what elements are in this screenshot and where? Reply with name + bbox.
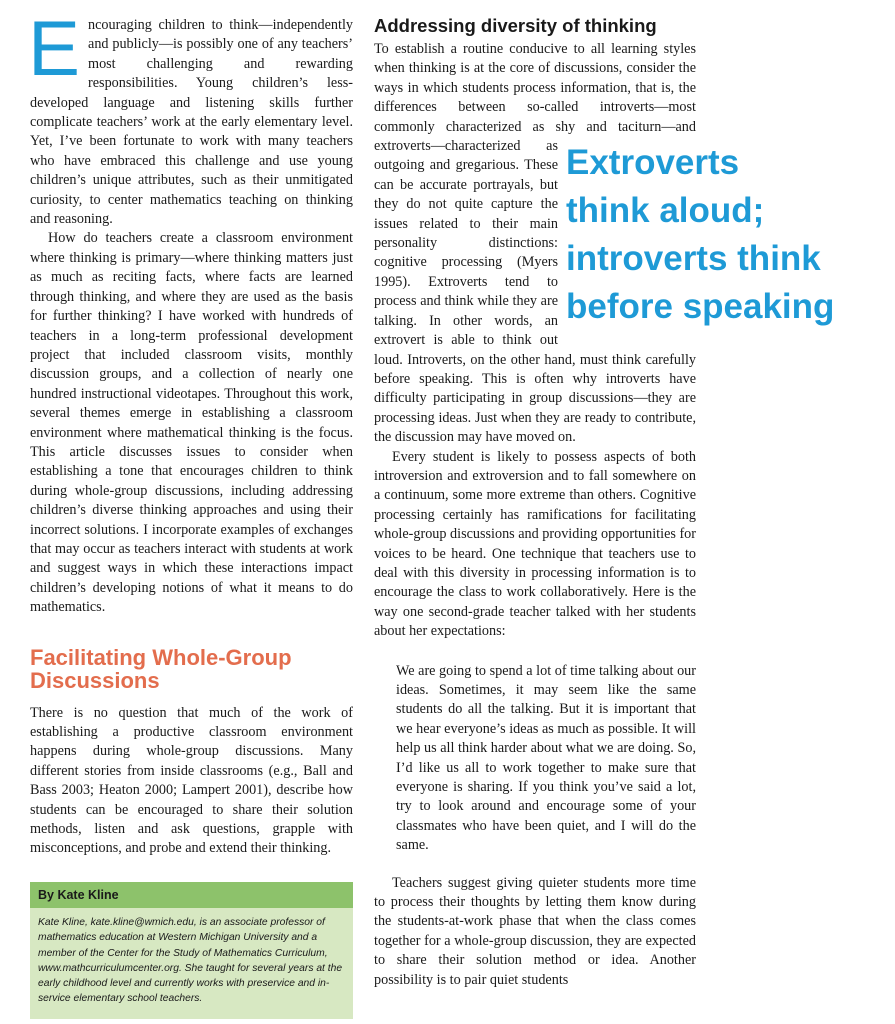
pull-quote-line: introverts think <box>566 239 821 279</box>
after-quote-paragraph: Teachers suggest giving quieter students more time to process their thoughts by letting them know during the students-at-work phase that when the class comes together for a whole-group discussion, they are expected to share their solution method or idea. Another possibility is to pair quiet students <box>374 874 696 988</box>
teacher-quote-text: We are going to spend a lot of time talking about our ideas. Sometimes, it may seem like the same students do all the talking. But it is important that we hear everyone’s ideas as much as possible. It will help us all think harder about what we are doing. So, I’d like us all to work together to make sure that everyone is sharing. If you think you’ve said a lot, try to look around and encourage some of your classmates who have been quiet, and I will do the same. <box>396 662 696 854</box>
pull-quote-line: think aloud; <box>566 191 765 231</box>
diversity-paragraph-2: Every student is likely to possess aspects of both introversion and extroversion and to fall somewhere on a continuum, some more extreme than others. Cognitive processing certainly has ramifications for facilitating whole-group discussions and providing opportunities for voices to be heard. One technique that teachers use to deal with this diversity in processing information is to encourage the class to work collaboratively. Here is the way one second-grade teacher talked with her students about her expectations: <box>374 448 696 640</box>
section-paragraph: There is no question that much of the work of establishing a productive classroom environment happens during whole-group discussions. Many different stories from inside classrooms (e.g., Ball and Bass 2003; Heaton 2000; Lampert 2001), describe how students can be encouraged to share their solution methods, listen and ask questions, grapple with misconceptions, and probe and extend their thinking. <box>30 704 353 857</box>
diversity-text-1: characterized as outgoing and gregarious. These can be accurate portrayals, but they do not quite capture the issues related to their main personality distinctions: cognitive processing (Myers 1995). Extroverts tend to process and think while they are talking. In other words, an extrovert is able to think out loud. Introverts, on the other hand, must think carefully before speaking. This is often why introverts have difficulty participating in group discussions—they are processing ideas. Just when they are ready to contribute, the discussion may have moved on. <box>374 138 696 446</box>
pull-quote-line: Extroverts <box>566 143 740 183</box>
diversity-text-1a: To establish a routine conducive to all learning styles when thinking is at the core of discussions, consider the ways in which students process information, that is, the differences between so-called introverts—most commonly characterized as shy and taciturn—and extroverts— <box>374 41 696 155</box>
subsection-heading: Addressing diversity of thinking <box>374 15 657 36</box>
section-heading: Facilitating Whole-Group Discussions <box>30 644 292 693</box>
author-bio: Kate Kline, kate.kline@wmich.edu, is an associate professor of mathematics education at Western Michigan University and a member of the Center for the Study of Mathematics Curriculum, www.mathcurriculumcenter.org. She taught for several years at the early childhood level and currently works with preservice and in-service elementary school teachers. <box>38 917 343 1005</box>
right-column <box>374 15 835 990</box>
teacher-quote <box>396 662 696 856</box>
paragraph-2: How do teachers create a classroom environment where thinking is primary—where thinking matters just as much as reciting facts, where facts are learned through thinking, and where they are used as the basis for further thinking? I have worked with hundreds of teachers in a long-term professional development project that included classroom visits, monthly discussion groups, and a collection of nearly one hundred instructional videotapes. Throughout this work, several themes emerge in establishing a classroom environment where mathematical thinking is the focus. This article discusses issues to consider when establishing a tone that encourages children to think during whole-group discussions, including addressing children’s diverse thinking approaches and using their incorrect solutions. I incorporate examples of exchanges that may occur as teachers interact with students at work and suggest ways in which these interactions impact children’s developing notions of what it means to do mathematics. <box>30 230 353 616</box>
author-byline-box <box>30 882 353 1019</box>
author-name: By Kate Kline <box>30 882 353 908</box>
intro-paragraph <box>28 4 353 229</box>
diversity-paragraph-1 <box>374 40 835 448</box>
drop-cap: E <box>28 4 81 92</box>
intro-text: ncouraging children to think—independently and publicly—is possibly one of any teachers’ most challenging and rewarding responsibilities. Young children’s less-developed language and listening skills further complicate teachers’ work at the early elementary level. Yet, I’ve been fortunate to work with many teachers who have embraced this challenge and use young children’s unique attributes, such as their unmitigated curiosity, to center mathematics teaching on thinking and reasoning. <box>30 17 353 228</box>
left-column <box>28 4 353 859</box>
pull-quote-line: before speaking <box>566 287 835 327</box>
pull-quote <box>566 139 835 344</box>
